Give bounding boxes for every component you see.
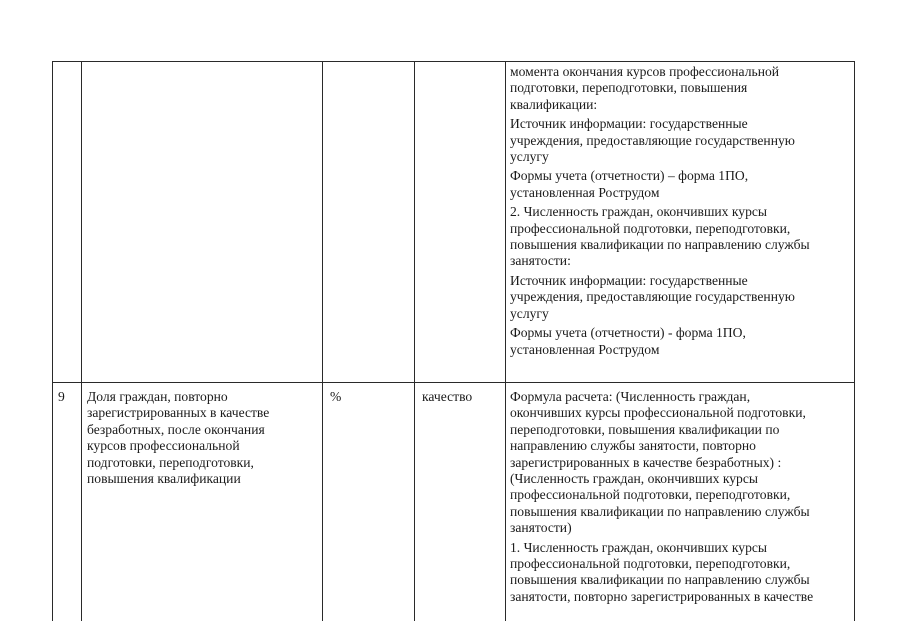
text-line: курсов профессиональной: [87, 438, 240, 454]
indicator-table: [52, 61, 855, 621]
description-paragraph: [510, 325, 852, 358]
text-line: подготовки, переподготовки,: [87, 454, 254, 470]
description-paragraph: [510, 64, 852, 113]
text-line: 2. Численность граждан, окончивших курсы: [510, 204, 768, 220]
description-paragraph: [510, 273, 852, 322]
column-divider-name: [322, 61, 323, 621]
text-line: повышения квалификации: [87, 471, 241, 487]
row-number: 9: [58, 389, 65, 404]
column-divider-unit: [414, 61, 415, 621]
text-line: Формы учета (отчетности) – форма 1ПО,: [510, 168, 749, 184]
formula-paragraph: [510, 389, 852, 537]
text-line: момента окончания курсов профессиональной: [510, 64, 780, 79]
table-border-right: [854, 61, 855, 621]
continued-row-description: [510, 64, 852, 358]
row-divider: [52, 382, 855, 383]
text-line: установленная Рострудом: [510, 341, 660, 357]
description-paragraph: [510, 204, 852, 270]
text-line: занятости:: [510, 253, 571, 269]
text-line: услугу: [510, 149, 549, 165]
text-line: учреждения, предоставляющие государственную: [510, 132, 795, 148]
text-line: подготовки, переподготовки, повышения: [510, 80, 748, 96]
text-line: услугу: [510, 305, 549, 321]
text-line: (Численность граждан, окончивших курсы: [510, 471, 758, 487]
indicator-type: качество: [422, 389, 473, 404]
text-line: окончивших курсы профессиональной подготовки,: [510, 405, 806, 421]
text-line: 1. Численность граждан, окончивших курсы: [510, 539, 768, 555]
text-line: занятости, повторно зарегистрированных в качестве: [510, 588, 814, 604]
text-line: зарегистрированных в качестве: [87, 405, 270, 421]
formula-paragraph: [510, 540, 852, 606]
table-border-top: [52, 61, 855, 62]
text-line: Формула расчета: (Численность граждан,: [510, 389, 751, 404]
description-paragraph: [510, 168, 852, 201]
column-divider-type: [505, 61, 506, 621]
text-line: Источник информации: государственные: [510, 272, 748, 288]
calculation-formula: [510, 389, 852, 605]
text-line: повышения квалификации по направлению службы: [510, 503, 810, 519]
unit-of-measure: %: [330, 389, 342, 404]
text-line: переподготовки, повышения квалификации по: [510, 421, 780, 437]
text-line: занятости): [510, 520, 572, 536]
text-line: Источник информации: государственные: [510, 116, 748, 132]
text-line: квалификации:: [510, 96, 598, 112]
table-border-left: [52, 61, 53, 621]
column-divider-number: [81, 61, 82, 621]
text-line: зарегистрированных в качестве безработных) :: [510, 454, 782, 470]
text-line: профессиональной подготовки, переподготовки,: [510, 220, 791, 236]
text-line: учреждения, предоставляющие государственную: [510, 289, 795, 305]
text-line: профессиональной подготовки, переподготовки,: [510, 556, 791, 572]
text-line: повышения квалификации по направлению службы: [510, 572, 810, 588]
text-line: установленная Рострудом: [510, 184, 660, 200]
text-line: Доля граждан, повторно: [87, 389, 228, 404]
text-line: безработных, после окончания: [87, 421, 265, 437]
text-line: Формы учета (отчетности) - форма 1ПО,: [510, 325, 746, 341]
indicator-name: [87, 389, 319, 487]
description-paragraph: [510, 116, 852, 165]
text-line: направлению службы занятости, повторно: [510, 438, 756, 454]
text-line: повышения квалификации по направлению службы: [510, 237, 810, 253]
text-line: профессиональной подготовки, переподготовки,: [510, 487, 791, 503]
